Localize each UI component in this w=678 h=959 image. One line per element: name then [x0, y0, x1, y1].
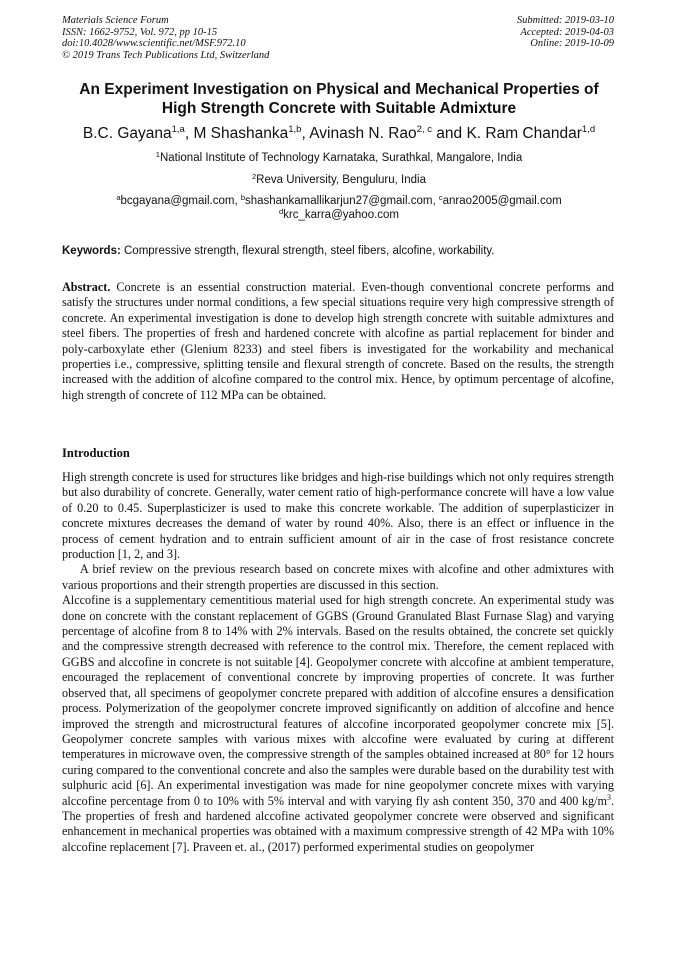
email-c[interactable]: anrao2005@gmail.com — [442, 195, 562, 207]
title-line-1: An Experiment Investigation on Physical and Mechanical Properties of — [79, 81, 599, 98]
accepted-date: Accepted: 2019-04-03 — [520, 26, 614, 38]
introduction-body — [62, 470, 614, 855]
author-affiliation-mark: 2, c — [416, 124, 432, 135]
doi: doi:10.4028/www.scientific.net/MSF.972.10 — [62, 38, 246, 49]
keywords-text: Compressive strength, flexural strength, steel fibers, alcofine, workability. — [124, 245, 495, 257]
author-name: M Shashanka — [193, 125, 289, 142]
copyright: © 2019 Trans Tech Publications Ltd, Switzerland — [62, 49, 270, 61]
abstract — [62, 280, 614, 403]
dates-info — [517, 15, 614, 50]
affiliation-mark: 2 — [252, 172, 257, 181]
abstract-label: Abstract. — [62, 280, 111, 294]
author-separator: , — [184, 125, 194, 142]
author-list — [30, 124, 648, 144]
author-separator: and — [431, 125, 467, 142]
affiliation-mark: 1 — [155, 150, 160, 159]
keywords — [62, 244, 622, 258]
online-date: Online: 2019-10-09 — [530, 38, 614, 49]
submitted-date: Submitted: 2019-03-10 — [516, 15, 614, 26]
journal-info — [62, 15, 269, 61]
keywords-label: Keywords: — [62, 245, 121, 257]
abstract-text: Concrete is an essential construction material. Even-though conventional concrete performs and satisfy the structures under normal conditions, a few special situations require very high compressive strength of concrete. An experimental investigation is done to develop high strength concrete with suitable admixtures and steel fibers. The properties of fresh and hardened concrete with alcofine as partial replacement for binder and poly-carboxylate ether (Glenium 8233) and steel fibers is investigated for the workability and mechanical properties i.e., compressive, splitting tensile and flexural strength of concrete. Based on the results, the strength increased with the addition of alcofine compared to the control mix. Hence, by optimum percentage of alcofine, high strength of concrete of 112 MPa can be obtained. — [62, 280, 615, 402]
paragraph: High strength concrete is used for structures like bridges and high-rise buildings which not only requires strength but also durability of concrete. Generally, water cement ratio of high-performance concrete will have a low value of 0.20 to 0.45. Superplasticizer is used to make this concrete workable. The addition of superplasticizer in concrete mixtures decreases the demand of water by round 40%. Also, there is an effect or influence in the process of cement hydration and to entrain sufficient amount of air in the case of frost resistance concrete production [1, 2, and 3]. — [62, 470, 614, 562]
journal-name: Materials Science Forum — [62, 15, 169, 26]
email-line-1: $^a$bcgayana@gmail.com, $^b$shashankamallikarjun27@gmail.com, $^c$anrao2005@gmail.com — [116, 193, 562, 207]
author-affiliation-mark: 1,d — [581, 124, 596, 135]
email-b[interactable]: shashankamallikarjun27@gmail.com — [245, 195, 433, 207]
author-name: K. Ram Chandar — [466, 125, 582, 142]
paper-title — [40, 80, 638, 118]
title-line-2: High Strength Concrete with Suitable Admixture — [161, 100, 517, 117]
author-affiliation-mark: 1,b — [288, 124, 302, 135]
affiliation-2 — [40, 173, 638, 187]
affiliation-1 — [40, 151, 638, 165]
paragraph: Alccofine is a supplementary cementitious material used for high strength concrete. An experimental study was done on concrete with the constant replacement of GGBS (Ground Granulated Blast Furnase Slag) and varying percentage of alcofine from 8 to 14% with 2% intervals. Based on the results obtained, the concrete set quickly and the compressive strength decreased with reference to the control mix. Therefore, the cement replaced with GGBS and alccofine in concrete is not suitable [4]. Geopolymer concrete with alccofine at ambient temperature, encouraged the replacement of conventional concrete by improving properties of concrete. It was further observed that, all specimens of geopolymer concrete prepared with addition of alccofine ensures a densification process. Polymerization of the geopolymer concrete improved significantly on addition of alccofine and hence improved the strength and microstructural features of alccofine incorporated geopolymer concrete mix [5]. Geopolymer concrete samples with various mixes with alccofine were evaluated by curing at different temperatures in microwave oven, the compressive strength of the samples obtained increased at 80° for 12 hours curing compared to the conventional concrete and also the samples were durable based on the durability test with sulphuric acid [6]. An experimental investigation was made for nine geopolymer concrete mixes with varying alccofine percentage from 0 to 10% with 5% interval and with varying fly ash content 350, 370 and 400 $kg/m^3$. The properties of fresh and hardened alccofine activated geopolymer concrete were observed and significant enhancement in mechanical properties was obtained with a maximum compressive strength of 42 MPa with 10% alccofine replacement [7]. Praveen et. al., (2017) performed experimental studies on geopolymer — [62, 593, 614, 854]
email-d[interactable]: krc_karra@yahoo.com — [283, 209, 400, 221]
issn: ISSN: 1662-9752, Vol. 972, pp 10-15 — [62, 26, 218, 38]
author-separator: , — [301, 125, 310, 142]
author-name: B.C. Gayana — [82, 125, 172, 142]
author-name: Avinash N. Rao — [309, 125, 417, 142]
email-line-2: $^d$krc_karra@yahoo.com — [278, 207, 400, 221]
section-heading-introduction: Introduction — [62, 446, 130, 460]
author-affiliation-mark: 1,a — [171, 124, 185, 135]
email-a[interactable]: bcgayana@gmail.com — [120, 195, 235, 207]
affiliation-text: Reva University, Benguluru, India — [256, 174, 426, 186]
paragraph: A brief review on the previous research based on concrete mixes with alcofine and other admixtures with various proportions and their strength properties are discussed in this section. — [62, 562, 614, 592]
affiliation-text: National Institute of Technology Karnataka, Surathkal, Mangalore, India — [159, 152, 523, 164]
